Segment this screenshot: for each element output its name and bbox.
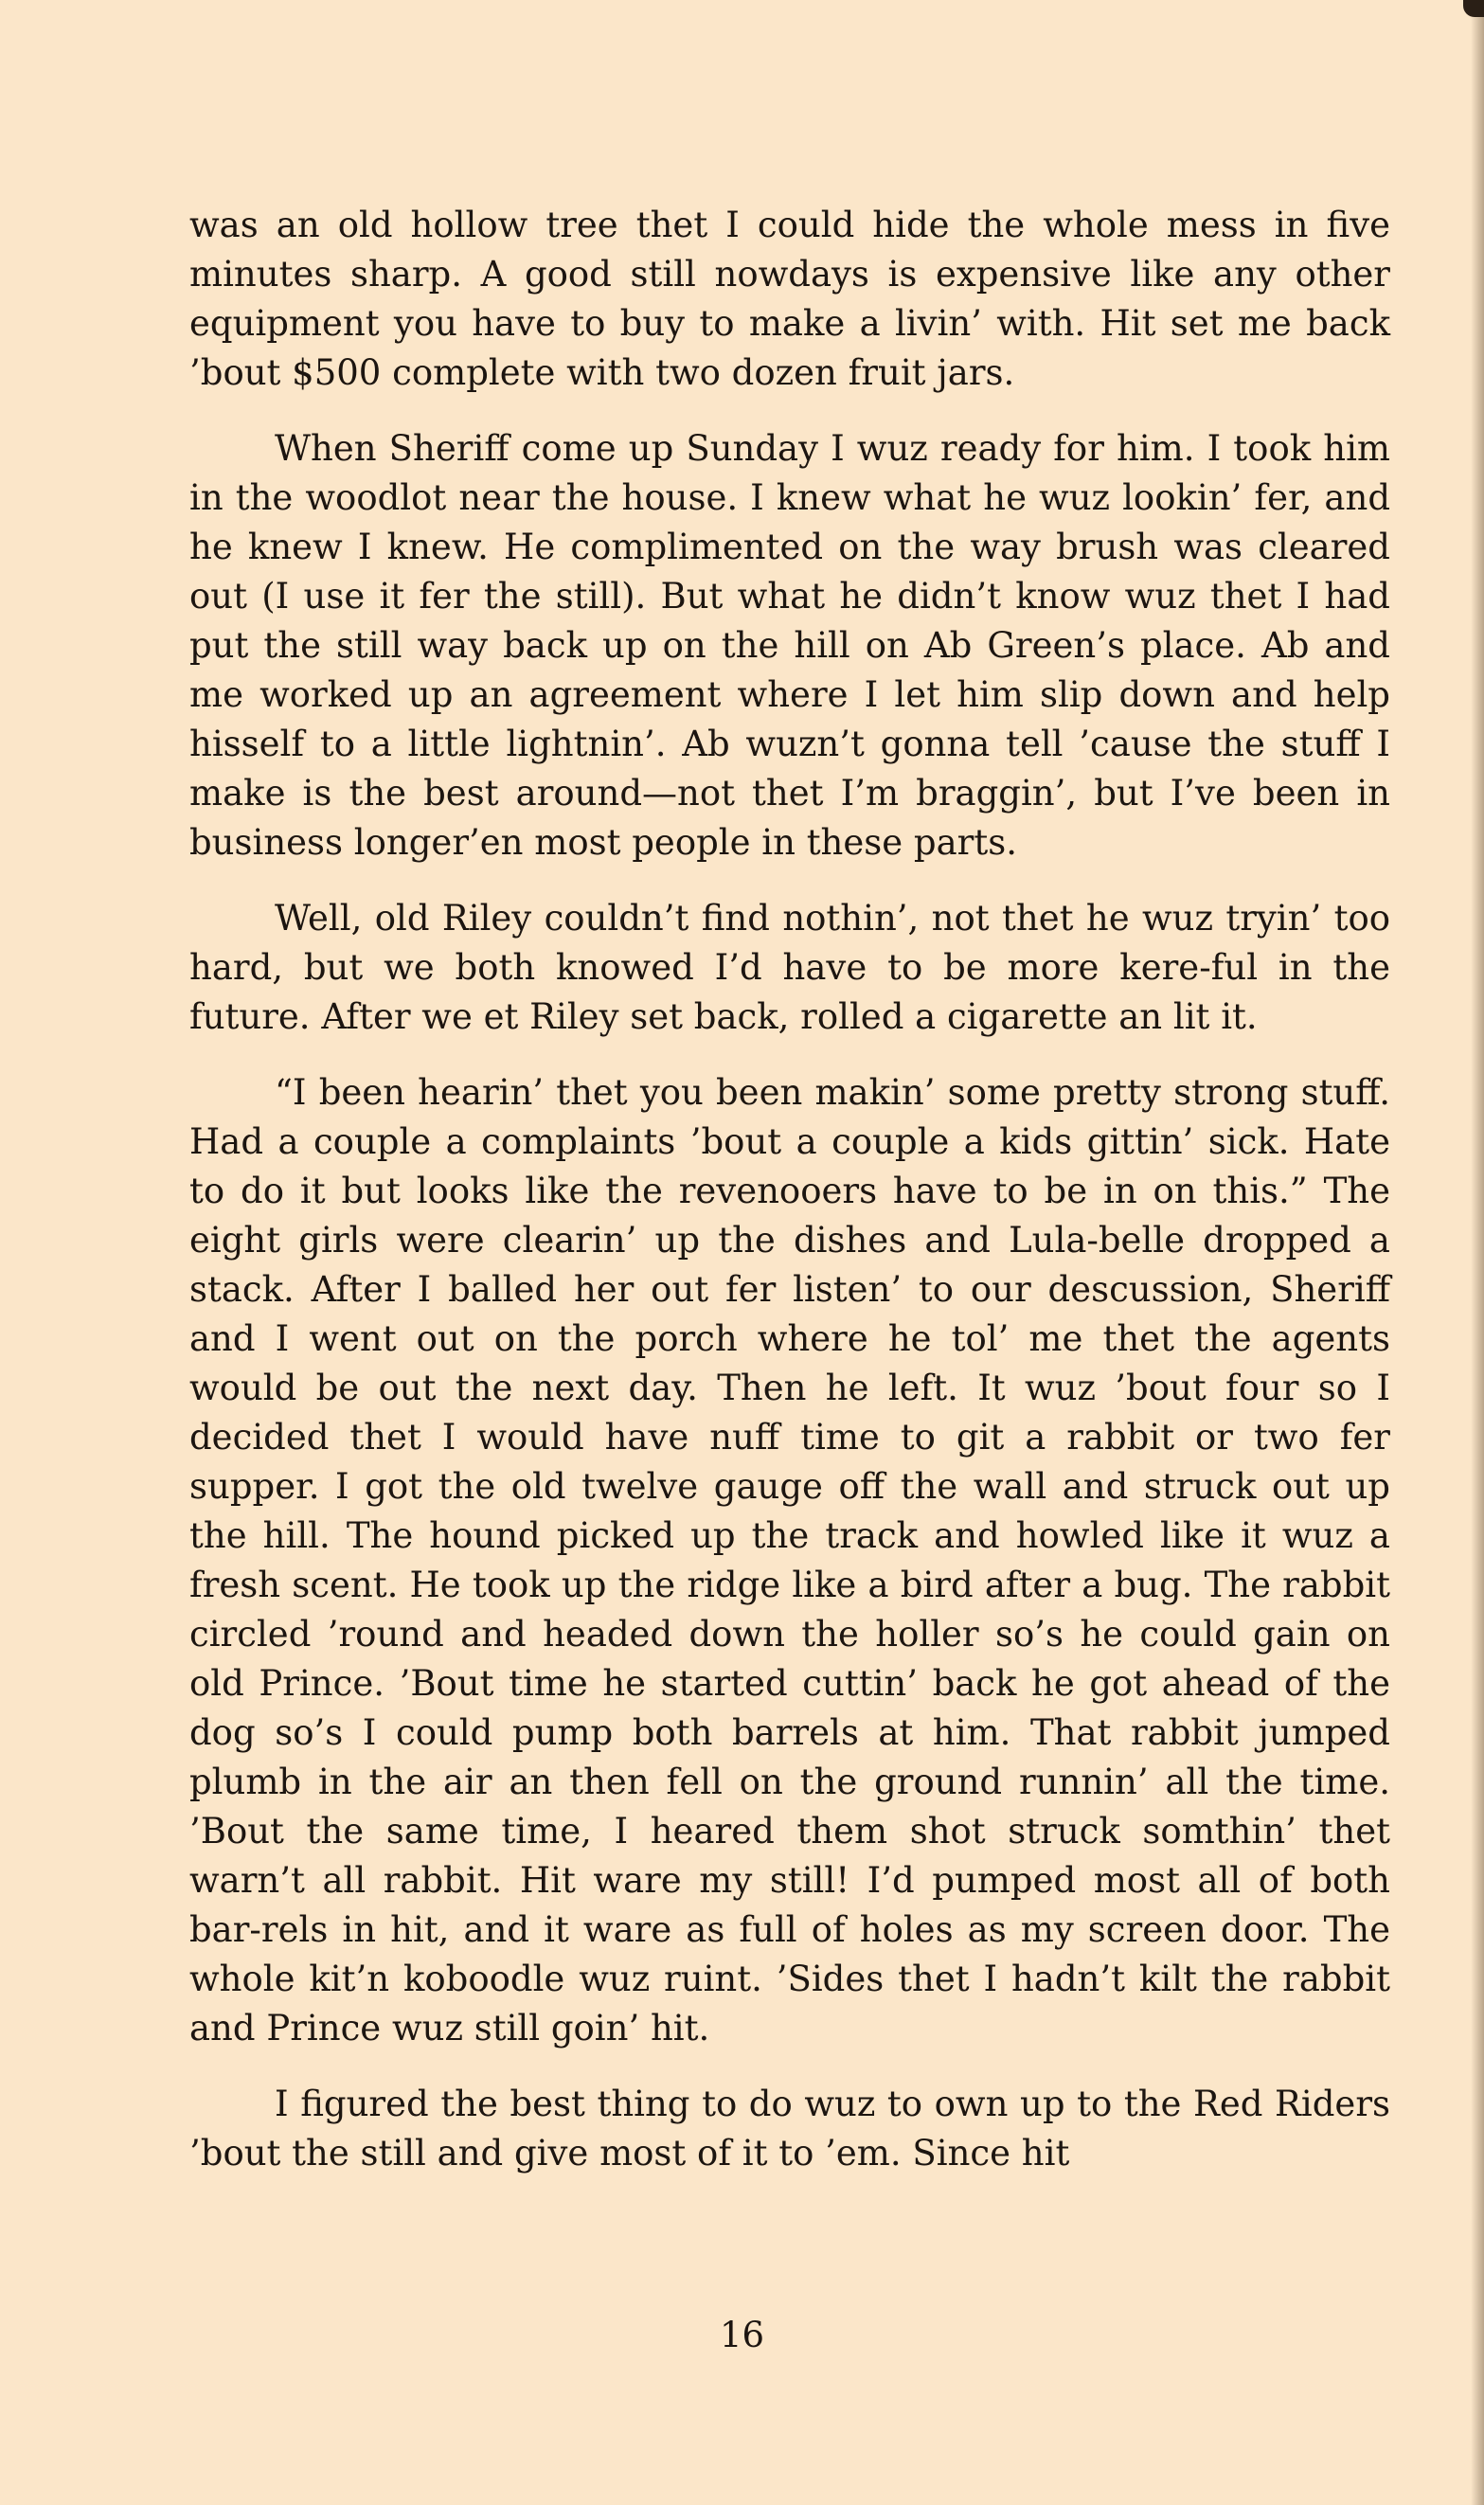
- page-body-text: [189, 201, 1390, 2205]
- paragraph-5: I figured the best thing to do wuz to own up to the Red Riders ’bout the still and give most of it to ’em. Since hit: [189, 2084, 1390, 2174]
- paragraph-4: “I been hearin’ thet you been makin’ some pretty strong stuff. Had a couple a complaints ’bout a couple a kids gittin’ sick. Hate to do it but looks like the revenooers have to be in on this.” The eight girls were clearin’ up the dishes and Lula-belle dropped a stack. After I balled her out fer listen’ to our descussion, Sheriff and I went out on the porch where he tol’ me thet the agents would be out the next day. Then he left. It wuz ’bout four so I decided thet I would have nuff time to git a rabbit or two fer supper. I got the old twelve gauge off the wall and struck out up the hill. The hound picked up the track and howled like it wuz a fresh scent. He took up the ridge like a bird after a bug. The rabbit circled ’round and headed down the holler so’s he could gain on old Prince. ’Bout time he started cuttin’ back he got ahead of the dog so’s I could pump both barrels at him. That rabbit jumped plumb in the air an then fell on the ground runnin’ all the time. ’Bout the same time, I heared them shot struck somthin’ thet warn’t all rabbit. Hit ware my still! I’d pumped most all of both bar-rels in hit, and it ware as full of holes as my screen door. The whole kit’n koboodle wuz ruint. ’Sides thet I hadn’t kilt the rabbit and Prince wuz still goin’ hit.: [189, 1072, 1390, 2049]
- paragraph-2: When Sheriff come up Sunday I wuz ready for him. I took him in the woodlot near the house. I knew what he wuz lookin’ fer, and he knew I knew. He complimented on the way brush was cleared out (I use it fer the still). But what he didn’t know wuz thet I had put the still way back up on the hill on Ab Green’s place. Ab and me worked up an agreement where I let him slip down and help hisself to a little lightnin’. Ab wuzn’t gonna tell ’cause the stuff I make is the best around—not thet I’m braggin’, but I’ve been in business longer’en most people in these parts.: [189, 428, 1390, 863]
- corner-binding-mark: [1463, 0, 1484, 17]
- page-number: 16: [719, 2315, 765, 2355]
- page-edge-shadow: [1471, 0, 1484, 2505]
- paragraph-1: was an old hollow tree thet I could hide the whole mess in five minutes sharp. A good still nowdays is expensive like any other equipment you have to buy to make a livin’ with. Hit set me back ’bout $500 complete with two dozen fruit jars.: [189, 205, 1390, 393]
- paragraph-3: Well, old Riley couldn’t find nothin’, not thet he wuz tryin’ too hard, but we both knowed I’d have to be more kere-ful in the future. After we et Riley set back, rolled a cigarette an lit it.: [189, 898, 1390, 1037]
